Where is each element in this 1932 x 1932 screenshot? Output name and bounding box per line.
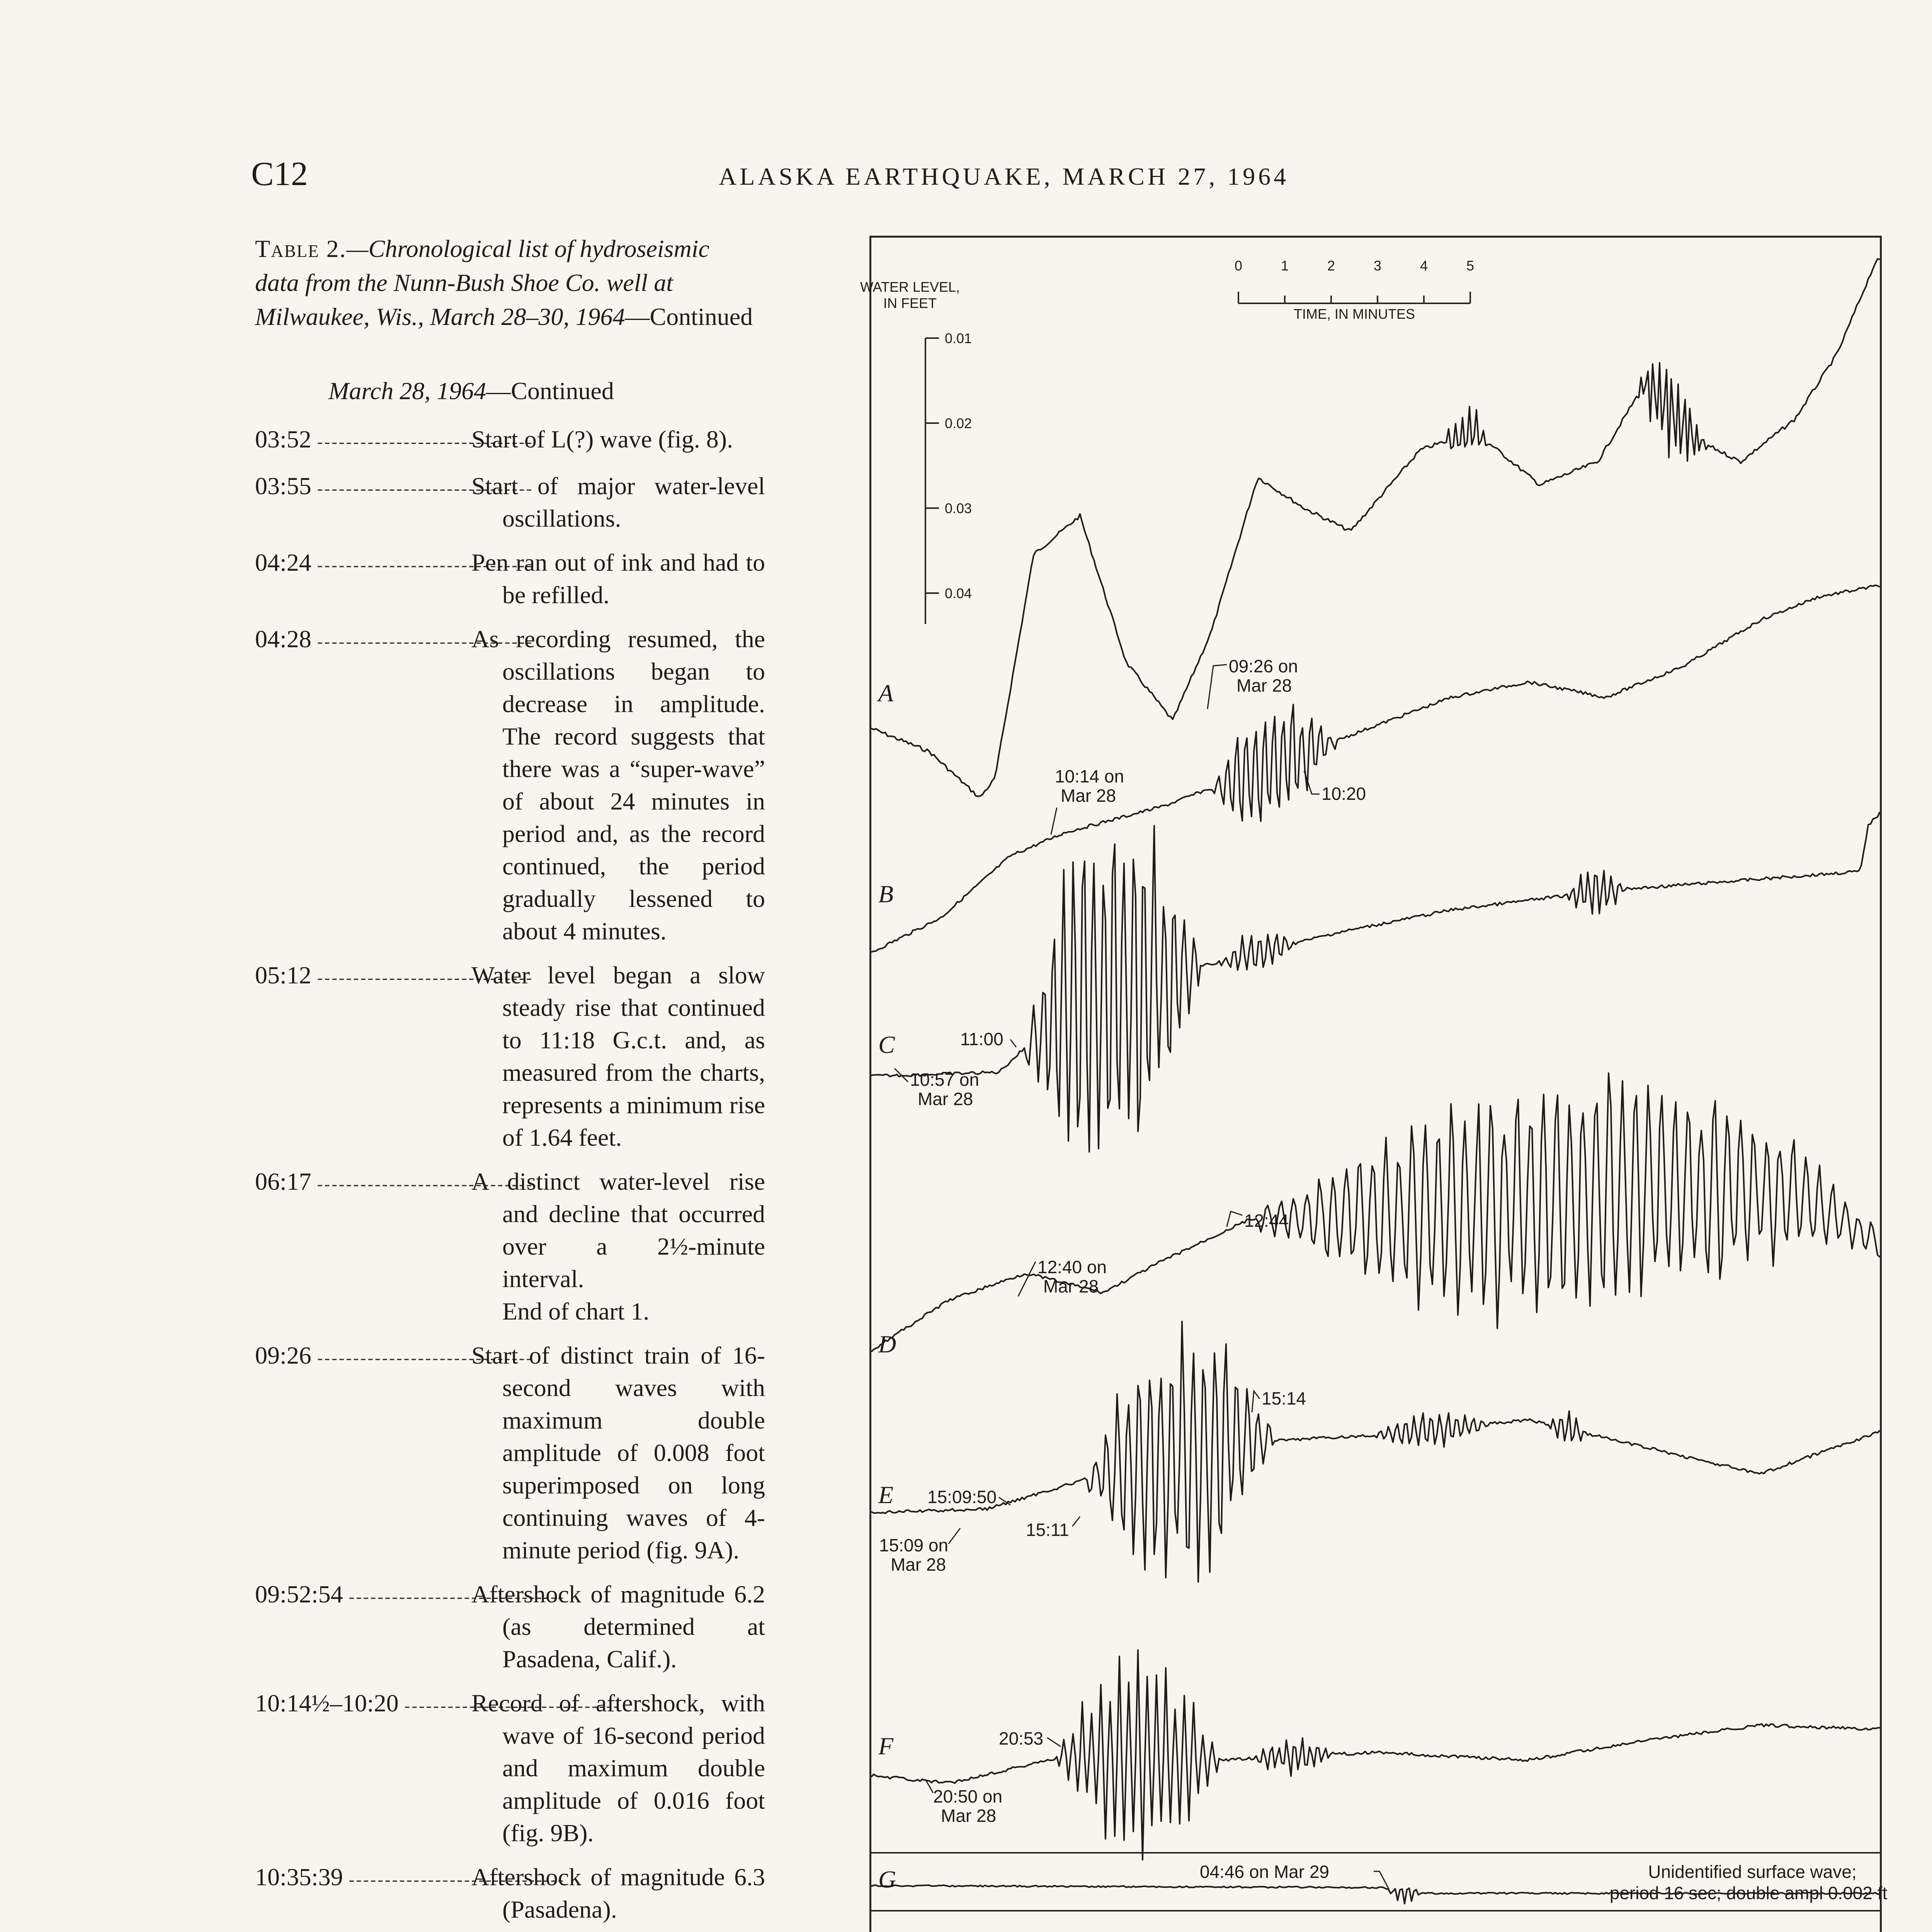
trace-label-B: B [878, 880, 894, 908]
table-row [255, 1578, 765, 1675]
trace-label-G: G [878, 1866, 896, 1893]
table-row [255, 1339, 765, 1566]
row-description: Water level began a slow steady rise that continued to 11:18 G.c.t. and, as measured from the charts, represents a minimum rise of 1.64 feet. [471, 961, 765, 1151]
time-scale-label: TIME, IN MINUTES [1294, 306, 1415, 322]
water-level-scale [860, 279, 972, 624]
row-description: Record of aftershock, with wave of 16-second period and maximum double amplitude of 0.016 foot (fig. 9B). [471, 1689, 765, 1847]
water-level-label-line2: IN FEET [883, 295, 937, 311]
annotation-B-time: 10:14 on [1055, 766, 1124, 786]
table-row [255, 1687, 765, 1849]
table-row [255, 959, 765, 1154]
row-description: Start of major water-level oscillations. [471, 472, 765, 532]
trace-B [871, 585, 1880, 952]
row-time: 04:28 ----- [255, 623, 471, 947]
table-caption [255, 232, 757, 334]
annotation-G-note-line1: Unidentified surface wave; [1648, 1862, 1857, 1882]
annotation-B-end: 10:20 [1321, 784, 1366, 804]
annotation-E-ref: 15:09 on [879, 1535, 949, 1555]
annotation-D-time: 12:44 [1244, 1211, 1289, 1231]
water-level-tick-label: 0.03 [945, 500, 972, 516]
row-description: Aftershock of magnitude 6.2 (as determined at Pasadena, Calif.). [471, 1580, 765, 1673]
annotation-A-time: 09:26 on [1229, 656, 1298, 676]
annotation-E-mid: 15:11 [1026, 1520, 1069, 1540]
table-row [255, 470, 765, 535]
row-description-extra: End of chart 1. [502, 1298, 650, 1325]
table-row [255, 623, 765, 947]
annotation-E-start: 15:09:50 [927, 1487, 997, 1507]
time-scale [1235, 258, 1474, 322]
trace-E [871, 1321, 1880, 1582]
row-time: 03:55 ----- [255, 470, 471, 535]
row-time: 05:12 ----- [255, 959, 471, 1154]
running-head: ALASKA EARTHQUAKE, MARCH 27, 1964 [719, 163, 1289, 190]
annotation-E-peak: 15:14 [1262, 1388, 1306, 1408]
trace-label-D: D [878, 1330, 896, 1358]
table-caption-lead: Table 2. [255, 235, 347, 262]
row-description [471, 1165, 765, 1328]
trace-C [871, 812, 1880, 1152]
annotation-F-time: 20:53 [999, 1728, 1044, 1748]
row-time: 10:14½–10:20 ----- [255, 1687, 471, 1849]
hydroseismogram-figure [860, 238, 1888, 1932]
time-tick-label: 5 [1466, 258, 1475, 274]
row-description: Start of distinct train of 16-second waves with maximum double amplitude of 0.008 foot superimposed on long continuing waves of 4-minute period (fig. 9A). [471, 1342, 765, 1564]
leader-E-ref [949, 1528, 960, 1544]
trace-D [871, 1073, 1880, 1352]
table-subhead [328, 377, 614, 405]
water-level-tick-label: 0.01 [945, 330, 972, 346]
row-time: 10:35:39 ----- [255, 1861, 471, 1926]
water-level-label-line1: WATER LEVEL, [860, 279, 960, 295]
table-subhead-date: March 28, 1964 [328, 377, 486, 405]
annotation-C-time: 11:00 [960, 1029, 1003, 1049]
annotation-E-date: Mar 28 [891, 1554, 946, 1575]
trace-label-A: A [878, 679, 894, 707]
leader-D-start [1018, 1262, 1036, 1296]
page-number: C12 [251, 155, 308, 193]
row-description: Start of L(?) wave (fig. 8). [471, 425, 733, 453]
trace-F [871, 1650, 1880, 1860]
figure-frame [860, 236, 1888, 1932]
trace-A [871, 259, 1880, 796]
water-level-tick-label: 0.04 [945, 585, 972, 601]
traces-group [871, 259, 1880, 1932]
table-row [255, 1165, 765, 1328]
trace-label-F: F [878, 1732, 894, 1760]
annotation-D-start: 12:40 on [1037, 1257, 1107, 1277]
row-time: 09:26 ----- [255, 1339, 471, 1566]
annotation-F-start: 20:50 on [933, 1786, 1003, 1806]
leader-B-start [1051, 808, 1057, 835]
leader-E-peak [1252, 1391, 1260, 1412]
table-caption-text: —Chronological list of hydroseismic data from the Nunn-Bush Shoe Co. well at Milwaukee, Wis., March 28–30, 1964 [255, 235, 709, 330]
time-tick-label: 3 [1373, 258, 1382, 274]
time-tick-label: 0 [1234, 258, 1243, 274]
row-time: 09:52:54 ----- [255, 1578, 471, 1675]
annotation-G-time: 04:46 on Mar 29 [1200, 1862, 1330, 1882]
trace-label-E: E [878, 1481, 894, 1509]
table-row [255, 423, 765, 458]
annotation-B-date: Mar 28 [1061, 786, 1116, 806]
annotation-C-start: 10:57 on [910, 1070, 980, 1090]
row-description: As recording resumed, the oscillations began to decrease in amplitude. The record suggests that there was a “super-wave” of about 24 minutes in period and, as the record continued, the period gradually lessened to about 4 minutes. [471, 625, 765, 945]
time-tick-label: 2 [1327, 258, 1335, 274]
table-subhead-tail: —Continued [486, 377, 614, 405]
time-tick-label: 1 [1281, 258, 1289, 274]
water-level-tick-label: 0.02 [945, 415, 972, 431]
table-body [255, 423, 765, 1932]
trace-label-C: C [878, 1031, 895, 1058]
leader-A [1208, 665, 1227, 709]
leader-E-mid [1072, 1517, 1080, 1526]
annotation-A-date: Mar 28 [1236, 675, 1292, 696]
table-row [255, 1861, 765, 1926]
row-description: Aftershock of magnitude 6.3 (Pasadena). [471, 1863, 765, 1923]
leader-C [1010, 1039, 1016, 1047]
row-description: Pen ran out of ink and had to be refilled. [471, 549, 765, 609]
row-time: 03:52 ----- [255, 423, 471, 458]
row-description-text: A distinct water-level rise and decline that occurred over a 2½-minute interval. [471, 1168, 765, 1293]
row-time: 04:24 ----- [255, 546, 471, 611]
annotation-F-date: Mar 28 [941, 1806, 997, 1826]
table-caption-tail: —Continued [625, 303, 753, 330]
leader-F [1047, 1738, 1061, 1747]
annotation-G-note-line2: period 16 sec; double ampl 0.002 ft [1609, 1883, 1888, 1903]
annotation-C-date: Mar 28 [918, 1089, 973, 1109]
table-row [255, 546, 765, 611]
annotation-D-date: Mar 28 [1043, 1276, 1099, 1296]
time-tick-label: 4 [1420, 258, 1428, 274]
row-time: 06:17 ----- [255, 1165, 471, 1328]
